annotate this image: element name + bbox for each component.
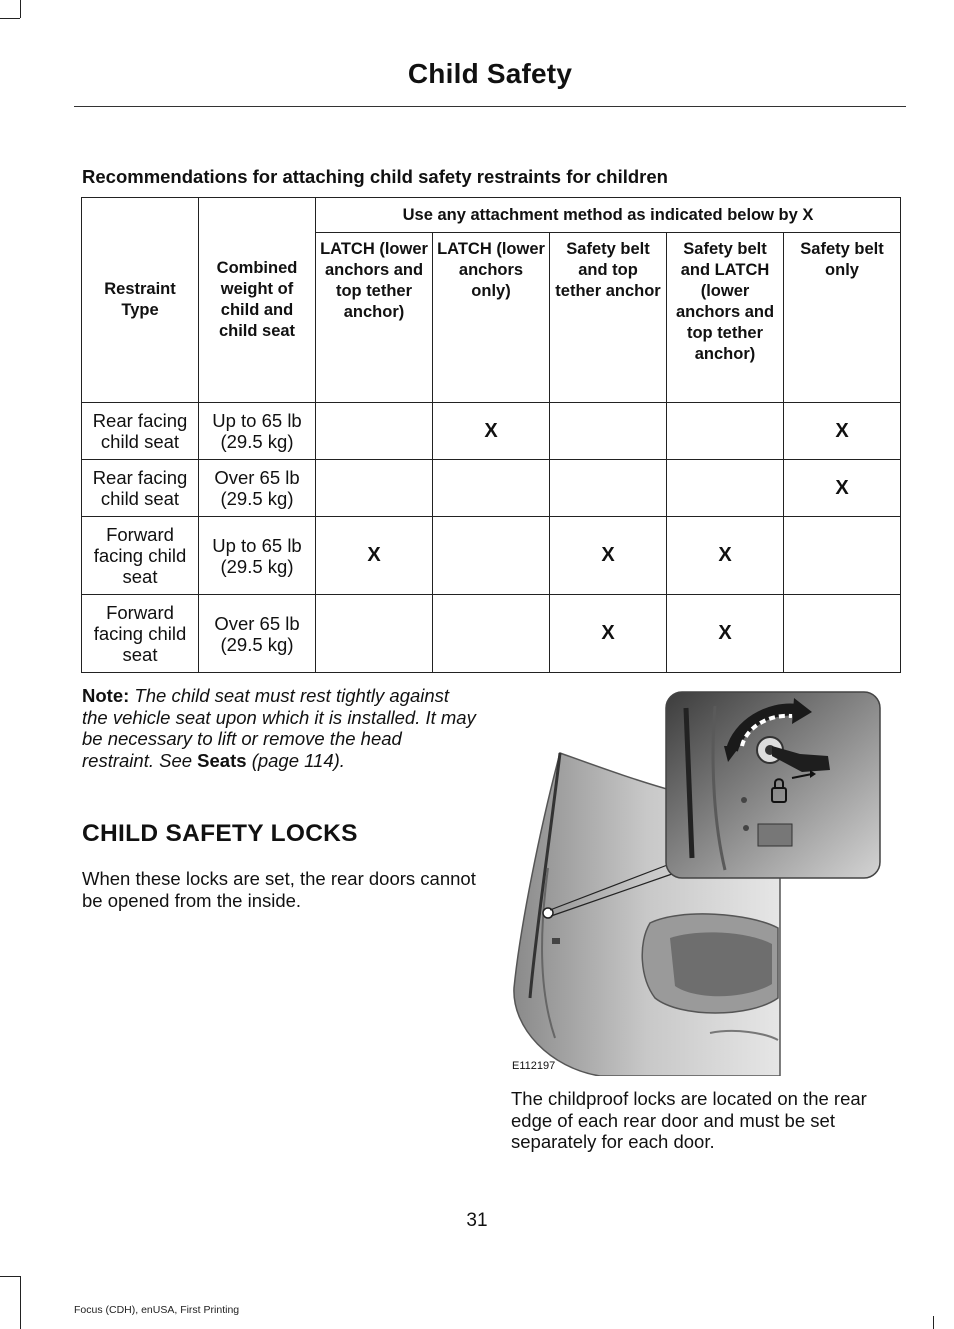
cell-mark bbox=[316, 403, 433, 460]
header-method: Safety belt and LATCH (lower anchors and top tether anchor) bbox=[667, 233, 784, 403]
table-row bbox=[82, 460, 901, 517]
cell-mark bbox=[784, 517, 901, 595]
crop-mark bbox=[20, 0, 21, 18]
header-combined-weight: Combined weight of child and child seat bbox=[199, 198, 316, 403]
cell-mark bbox=[433, 517, 550, 595]
table-row bbox=[82, 517, 901, 595]
cell-mark: X bbox=[550, 595, 667, 673]
footer-text: Focus (CDH), enUSA, First Printing bbox=[74, 1304, 240, 1316]
page-number: 31 bbox=[466, 1210, 488, 1231]
cell-mark bbox=[433, 460, 550, 517]
cell-mark bbox=[667, 403, 784, 460]
page-title: Child Safety bbox=[407, 58, 573, 89]
cell-weight: Over 65 lb (29.5 kg) bbox=[199, 460, 316, 517]
cell-weight: Up to 65 lb (29.5 kg) bbox=[199, 517, 316, 595]
cell-mark: X bbox=[667, 595, 784, 673]
section-paragraph: When these locks are set, the rear doors cannot be opened from the inside. bbox=[82, 868, 476, 911]
header-method: Safety belt only bbox=[784, 233, 901, 403]
figure-code: E112197 bbox=[512, 1060, 556, 1072]
crop-mark bbox=[933, 1316, 934, 1329]
note-page-ref: (page 114). bbox=[251, 749, 345, 771]
header-method: LATCH (lower anchors only) bbox=[433, 233, 550, 403]
table-caption: Recommendations for attaching child safety restraints for children bbox=[82, 166, 668, 187]
cell-weight: Over 65 lb (29.5 kg) bbox=[199, 595, 316, 673]
cell-restraint-type: Rear facing child seat bbox=[82, 403, 199, 460]
header-method: LATCH (lower anchors and top tether anchor) bbox=[316, 233, 433, 403]
cell-restraint-type: Rear facing child seat bbox=[82, 460, 199, 517]
cell-mark: X bbox=[433, 403, 550, 460]
header-attachment-method: Use any attachment method as indicated below by X bbox=[316, 198, 901, 233]
crop-mark bbox=[0, 1276, 20, 1277]
cell-mark bbox=[433, 595, 550, 673]
crop-mark bbox=[20, 1276, 21, 1329]
door-lock-illustration bbox=[510, 688, 890, 1076]
section-paragraph: The childproof locks are located on the rear edge of each rear door and must be set separately for each door. bbox=[511, 1088, 867, 1152]
cell-mark bbox=[316, 460, 433, 517]
cell-mark bbox=[316, 595, 433, 673]
section-heading: CHILD SAFETY LOCKS bbox=[82, 820, 358, 847]
cell-weight: Up to 65 lb (29.5 kg) bbox=[199, 403, 316, 460]
cell-mark bbox=[550, 460, 667, 517]
header-method: Safety belt and top tether anchor bbox=[550, 233, 667, 403]
cell-restraint-type: Forward facing child seat bbox=[82, 517, 199, 595]
header-restraint-type: Restraint Type bbox=[82, 198, 199, 403]
title-divider bbox=[74, 106, 906, 107]
cell-mark bbox=[667, 460, 784, 517]
note bbox=[82, 685, 477, 771]
table-row bbox=[82, 595, 901, 673]
note-label: Note: bbox=[82, 685, 130, 706]
cell-mark: X bbox=[550, 517, 667, 595]
crop-mark bbox=[0, 18, 20, 19]
restraint-table bbox=[81, 197, 901, 673]
note-link[interactable]: Seats bbox=[197, 749, 247, 771]
cell-mark: X bbox=[784, 460, 901, 517]
cell-mark bbox=[784, 595, 901, 673]
table-row bbox=[82, 403, 901, 460]
note-text: The child seat must rest tightly against the vehicle seat upon which it is installed. It may be necessary to lift or remove the head restraint. See bbox=[82, 685, 476, 771]
cell-mark: X bbox=[784, 403, 901, 460]
cell-mark: X bbox=[667, 517, 784, 595]
cell-mark bbox=[550, 403, 667, 460]
cell-restraint-type: Forward facing child seat bbox=[82, 595, 199, 673]
cell-mark: X bbox=[316, 517, 433, 595]
